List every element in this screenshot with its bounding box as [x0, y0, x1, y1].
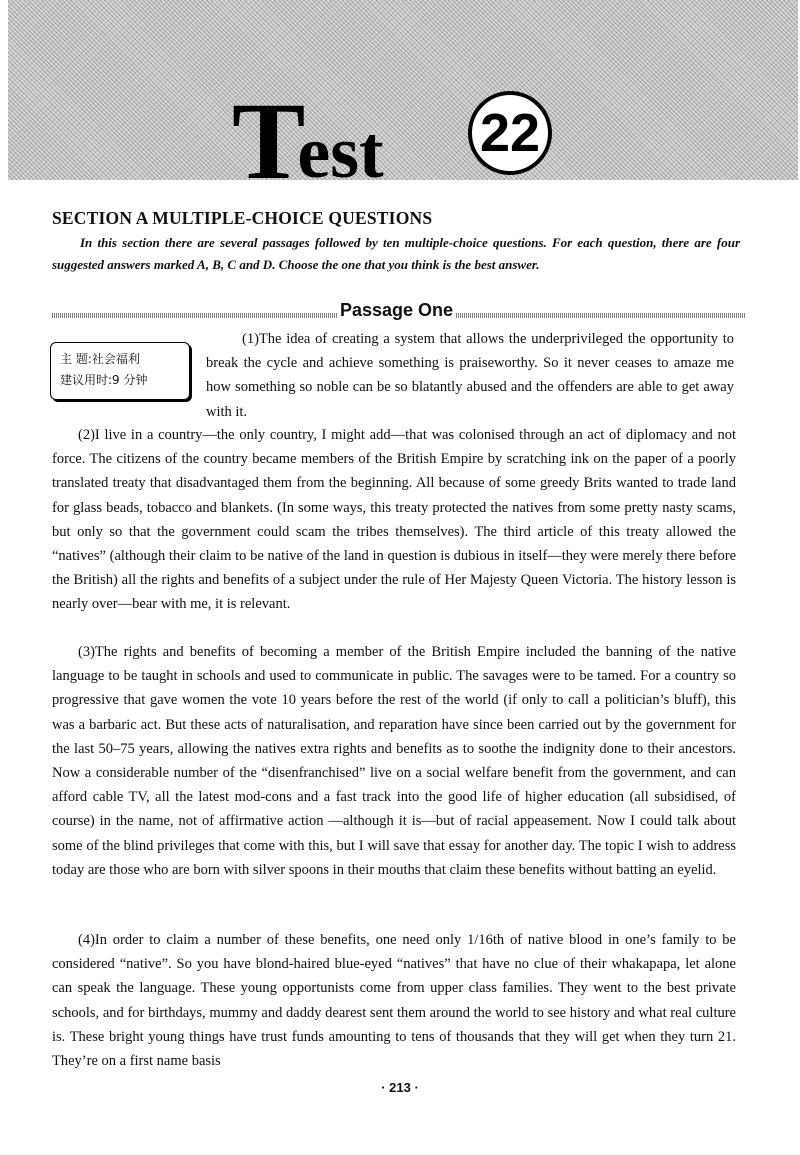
section-instructions: In this section there are several passages followed by ten multiple-choice questions. For each question, there are four suggested answers marked A, B, C and D. Choose the one that you think is the best answer.	[52, 235, 740, 272]
paragraph-4: (4)In order to claim a number of these benefits, one need only 1/16th of native blood in one’s family to be considered “native”. So you have blond-haired blue-eyed “natives” that have no clue of their whakapapa, let alone can speak the language. These young opportunists come from upper class families. They went to the best private schools, and for birthdays, mummy and daddy dearest sent them around the world to see history and what real culture is. These bright young things have trust funds amounting to tens of thousands that they will get when they turn 21. They’re on a first name basis	[52, 932, 736, 1070]
passage-rule-left	[52, 313, 337, 318]
test-number-badge: 22	[468, 91, 552, 175]
page-number: · 213 ·	[381, 1080, 419, 1095]
passage-rule-right	[456, 313, 746, 318]
topic-label: 主 题:社会福利	[60, 352, 140, 366]
test-title	[232, 80, 384, 202]
title-initial: T	[232, 80, 304, 202]
paragraph-2: (2)I live in a country—the only country, I might add—that was colonised through an act of diplomacy and not force. The citizens of the country became members of the British Empire by scratching ink on the paper of a poorly translated treaty that disadvantaged them from the beginning. All because of some greedy Brits wanted to trade land for glass beads, tobacco and blankets. (In some ways, this treaty protected the natives from some pretty nasty scams, but only so that the government could scam the tribes themselves). The third article of this treaty allowed the “natives” (although their claim to be native of the land in question is dubious in itself—they were merely there before the British) all the rights and benefits of a subject under the rule of Her Majesty Queen Victoria. The history lesson is nearly over—bear with me, it is relevant.	[52, 427, 736, 613]
section-heading: SECTION A MULTIPLE-CHOICE QUESTIONS	[52, 208, 433, 228]
suggested-time-label: 建议用时:9 分钟	[60, 373, 148, 387]
title-rest: est	[297, 112, 384, 194]
header-banner	[8, 0, 798, 180]
paragraph-3: (3)The rights and benefits of becoming a member of the British Empire included the banning of the native language to be taught in schools and used to communicate in public. The savages were to be tamed. For a country so progressive that gave women the vote 10 years before the rest of the world (if only to call a politician’s bluff), this was a barbaric act. But these acts of naturalisation, and reparation have since been carried out by the government for the last 50–75 years, allowing the natives extra rights and benefits as to soothe the indignity done to their ancestors. Now a considerable number of the “disenfranchised” live on a social welfare benefit from the government, and can afford cable TV, all the latest mod-cons and a fast track into the good life of higher education (all subsidised, of course) in the name, not of affirmative action —although it is—but of racial appeasement. Now I could talk about some of the blind privileges that come with this, but I will save that essay for another day. The topic I wish to address today are those who are born with silver spoons in their mouths that claim these benefits without batting an eyelid.	[52, 644, 736, 878]
paragraph-1: (1)The idea of creating a system that allows the underprivileged the opportunity to break the cycle and achieve something is praiseworthy. So it never ceases to amaze me how something so noble can be so blatantly abused and the offenders are able to get away with it.	[206, 331, 734, 420]
topic-box	[50, 342, 190, 400]
passage-title: Passage One	[340, 300, 454, 320]
